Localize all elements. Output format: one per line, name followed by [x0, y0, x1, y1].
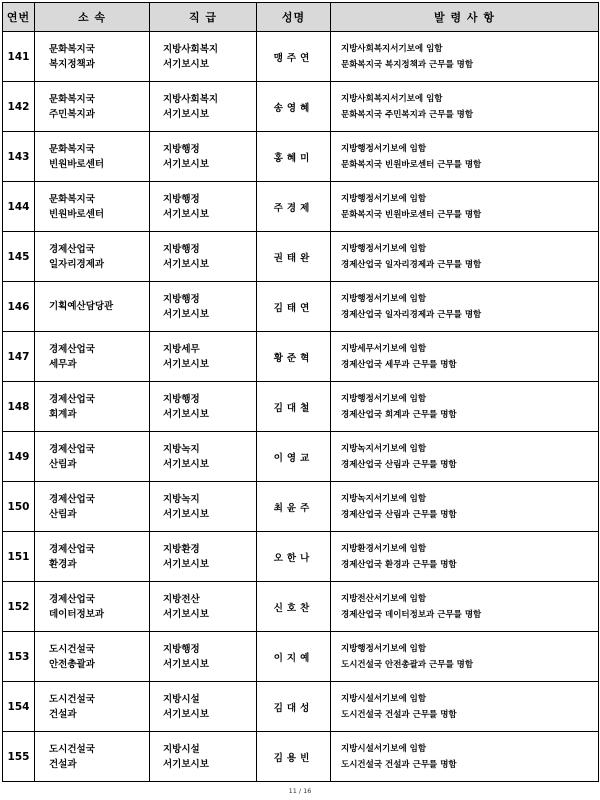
appointment-line: 지방행정서기보에 임함 — [341, 193, 427, 204]
rank-line: 서기보시보 — [163, 658, 209, 670]
header-rank: 직 급 — [150, 3, 257, 32]
department-line: 기획예산담당관 — [49, 301, 114, 312]
row-name — [257, 582, 331, 632]
row-rank — [150, 482, 257, 532]
row-name — [257, 382, 331, 432]
table-row — [3, 232, 599, 282]
rank-line: 서기보시보 — [163, 358, 209, 370]
row-name — [257, 132, 331, 182]
row-department — [35, 732, 150, 782]
table-row — [3, 32, 599, 82]
person-name: 맹주연 — [273, 52, 314, 64]
row-department — [35, 332, 150, 382]
appointment-line: 지방시설서기보에 임함 — [341, 693, 427, 704]
row-name — [257, 232, 331, 282]
row-appointment — [331, 232, 599, 282]
rank-line: 서기보시보 — [163, 558, 209, 570]
appointment-line: 지방녹지서기보에 임함 — [341, 443, 427, 454]
rank-line: 지방행정 — [163, 393, 200, 405]
department-line: 세무과 — [49, 358, 77, 370]
rank-line: 서기보시보 — [163, 208, 209, 220]
row-name — [257, 32, 331, 82]
row-number: 146 — [3, 282, 35, 332]
table-row — [3, 182, 599, 232]
row-name — [257, 182, 331, 232]
row-appointment — [331, 582, 599, 632]
row-number: 147 — [3, 332, 35, 382]
table-row — [3, 682, 599, 732]
row-name — [257, 482, 331, 532]
department-line: 건설과 — [49, 708, 77, 720]
row-number: 154 — [3, 682, 35, 732]
row-rank — [150, 82, 257, 132]
row-appointment — [331, 482, 599, 532]
person-name: 오한나 — [273, 552, 314, 564]
row-rank — [150, 232, 257, 282]
row-appointment — [331, 382, 599, 432]
department-line: 문화복지국 — [49, 193, 95, 205]
appointment-line: 경제산업국 산림과 근무를 명함 — [341, 459, 457, 470]
row-appointment — [331, 132, 599, 182]
appointment-line: 도시건설국 건설과 근무를 명함 — [341, 759, 457, 770]
row-rank — [150, 632, 257, 682]
appointment-line: 경제산업국 산림과 근무를 명함 — [341, 509, 457, 520]
table-row — [3, 432, 599, 482]
row-rank — [150, 682, 257, 732]
personnel-order-table — [2, 2, 599, 782]
department-line: 경제산업국 — [49, 393, 95, 405]
appointment-line: 지방사회복지서기보에 임함 — [341, 43, 443, 54]
row-rank — [150, 32, 257, 82]
rank-line: 서기보시보 — [163, 58, 209, 70]
table-row — [3, 632, 599, 682]
rank-line: 지방행정 — [163, 293, 200, 305]
department-line: 경제산업국 — [49, 593, 95, 605]
rank-line: 지방행정 — [163, 243, 200, 255]
department-line: 문화복지국 — [49, 143, 95, 155]
person-name: 김대철 — [273, 402, 314, 414]
header-name: 성명 — [257, 3, 331, 32]
department-line: 건설과 — [49, 758, 77, 770]
department-line: 일자리경제과 — [49, 258, 105, 270]
appointment-line: 지방행정서기보에 임함 — [341, 643, 427, 654]
rank-line: 지방녹지 — [163, 493, 200, 505]
rank-line: 지방행정 — [163, 143, 200, 155]
department-line: 도시건설국 — [49, 643, 95, 655]
department-line: 회계과 — [49, 408, 77, 420]
person-name: 주경제 — [273, 202, 314, 214]
table-row — [3, 382, 599, 432]
row-rank — [150, 432, 257, 482]
row-department — [35, 282, 150, 332]
rank-line: 지방녹지 — [163, 443, 200, 455]
row-number: 155 — [3, 732, 35, 782]
appointment-line: 경제산업국 환경과 근무를 명함 — [341, 559, 457, 570]
appointment-line: 지방환경서기보에 임함 — [341, 543, 427, 554]
department-line: 안전총괄과 — [49, 658, 95, 670]
department-line: 경제산업국 — [49, 543, 95, 555]
appointment-line: 지방녹지서기보에 임함 — [341, 493, 427, 504]
rank-line: 서기보시보 — [163, 458, 209, 470]
rank-line: 지방사회복지 — [163, 43, 219, 55]
rank-line: 지방전산 — [163, 593, 200, 605]
person-name: 김태연 — [273, 302, 314, 314]
appointment-line: 지방행정서기보에 임함 — [341, 293, 427, 304]
row-name — [257, 632, 331, 682]
appointment-line: 경제산업국 회계과 근무를 명함 — [341, 409, 457, 420]
row-department — [35, 482, 150, 532]
row-appointment — [331, 682, 599, 732]
row-department — [35, 582, 150, 632]
rank-line: 서기보시보 — [163, 158, 209, 170]
row-department — [35, 682, 150, 732]
rank-line: 지방세무 — [163, 343, 200, 355]
department-line: 경제산업국 — [49, 243, 95, 255]
appointment-line: 경제산업국 일자리경제과 근무를 명함 — [341, 259, 482, 270]
row-department — [35, 82, 150, 132]
row-number: 150 — [3, 482, 35, 532]
appointment-line: 지방세무서기보에 임함 — [341, 343, 427, 354]
rank-line: 지방환경 — [163, 543, 200, 555]
table-row — [3, 332, 599, 382]
person-name: 이영교 — [273, 452, 314, 464]
row-rank — [150, 332, 257, 382]
row-department — [35, 232, 150, 282]
rank-line: 지방시설 — [163, 743, 200, 755]
row-number: 144 — [3, 182, 35, 232]
appointment-line: 경제산업국 세무과 근무를 명함 — [341, 359, 457, 370]
appointment-line: 지방시설서기보에 임함 — [341, 743, 427, 754]
table-row — [3, 282, 599, 332]
person-name: 송영혜 — [273, 102, 314, 114]
row-rank — [150, 582, 257, 632]
person-name: 김대성 — [273, 702, 314, 714]
row-department — [35, 382, 150, 432]
department-line: 문화복지국 — [49, 43, 95, 55]
appointment-line: 도시건설국 안전총괄과 근무를 명함 — [341, 659, 474, 670]
row-department — [35, 32, 150, 82]
row-appointment — [331, 32, 599, 82]
row-appointment — [331, 332, 599, 382]
row-department — [35, 182, 150, 232]
table-body — [3, 32, 599, 782]
department-line: 경제산업국 — [49, 343, 95, 355]
rank-line: 서기보시보 — [163, 608, 209, 620]
row-number: 152 — [3, 582, 35, 632]
row-department — [35, 432, 150, 482]
table-row — [3, 482, 599, 532]
department-line: 도시건설국 — [49, 693, 95, 705]
department-line: 빈원바로센터 — [49, 208, 105, 220]
person-name: 김용빈 — [273, 752, 314, 764]
row-number: 141 — [3, 32, 35, 82]
row-number: 151 — [3, 532, 35, 582]
department-line: 복지정책과 — [49, 58, 95, 70]
department-line: 빈원바로센터 — [49, 158, 105, 170]
appointment-line: 도시건설국 건설과 근무를 명함 — [341, 709, 457, 720]
row-name — [257, 732, 331, 782]
department-line: 데이터정보과 — [49, 608, 105, 620]
page-number: 11 / 16 — [288, 787, 312, 795]
row-name — [257, 682, 331, 732]
department-line: 경제산업국 — [49, 443, 95, 455]
row-appointment — [331, 282, 599, 332]
appointment-line: 지방행정서기보에 임함 — [341, 143, 427, 154]
row-department — [35, 132, 150, 182]
row-number: 143 — [3, 132, 35, 182]
row-name — [257, 82, 331, 132]
person-name: 홍혜미 — [273, 152, 314, 164]
appointment-line: 지방행정서기보에 임함 — [341, 243, 427, 254]
row-department — [35, 632, 150, 682]
table-header-row — [3, 3, 599, 32]
table-row — [3, 532, 599, 582]
header-order: 발 령 사 항 — [331, 3, 599, 32]
department-line: 문화복지국 — [49, 93, 95, 105]
table-row — [3, 82, 599, 132]
appointment-line: 경제산업국 데이터정보과 근무를 명함 — [341, 609, 482, 620]
rank-line: 서기보시보 — [163, 258, 209, 270]
row-number: 149 — [3, 432, 35, 482]
table-row — [3, 732, 599, 782]
rank-line: 서기보시보 — [163, 308, 209, 320]
department-line: 산림과 — [49, 508, 77, 520]
row-appointment — [331, 632, 599, 682]
row-department — [35, 532, 150, 582]
department-line: 경제산업국 — [49, 493, 95, 505]
appointment-line: 문화복지국 빈원바로센터 근무를 명함 — [341, 159, 482, 170]
appointment-line: 지방행정서기보에 임함 — [341, 393, 427, 404]
person-name: 권태완 — [273, 252, 314, 264]
department-line: 산림과 — [49, 458, 77, 470]
row-rank — [150, 382, 257, 432]
appointment-line: 지방전산서기보에 임함 — [341, 593, 427, 604]
row-number: 142 — [3, 82, 35, 132]
header-num: 연번 — [3, 3, 35, 32]
row-appointment — [331, 732, 599, 782]
rank-line: 지방행정 — [163, 193, 200, 205]
row-number: 145 — [3, 232, 35, 282]
table-row — [3, 582, 599, 632]
row-name — [257, 532, 331, 582]
row-number: 148 — [3, 382, 35, 432]
person-name: 신호찬 — [273, 602, 314, 614]
department-line: 환경과 — [49, 558, 77, 570]
rank-line: 서기보시보 — [163, 508, 209, 520]
row-rank — [150, 732, 257, 782]
row-appointment — [331, 432, 599, 482]
row-rank — [150, 282, 257, 332]
rank-line: 지방행정 — [163, 643, 200, 655]
appointment-line: 문화복지국 주민복지과 근무를 명함 — [341, 109, 474, 120]
rank-line: 서기보시보 — [163, 758, 209, 770]
rank-line: 지방시설 — [163, 693, 200, 705]
rank-line: 지방사회복지 — [163, 93, 219, 105]
table-row — [3, 132, 599, 182]
person-name: 이지예 — [273, 652, 314, 664]
person-name: 최윤주 — [273, 502, 314, 514]
row-name — [257, 432, 331, 482]
row-appointment — [331, 532, 599, 582]
row-number: 153 — [3, 632, 35, 682]
appointment-line: 문화복지국 빈원바로센터 근무를 명함 — [341, 209, 482, 220]
row-name — [257, 332, 331, 382]
row-appointment — [331, 182, 599, 232]
rank-line: 서기보시보 — [163, 708, 209, 720]
row-rank — [150, 182, 257, 232]
rank-line: 서기보시보 — [163, 108, 209, 120]
row-rank — [150, 132, 257, 182]
rank-line: 서기보시보 — [163, 408, 209, 420]
appointment-line: 경제산업국 일자리경제과 근무를 명함 — [341, 309, 482, 320]
row-name — [257, 282, 331, 332]
person-name: 황준혁 — [273, 352, 314, 364]
appointment-line: 문화복지국 복지정책과 근무를 명함 — [341, 59, 474, 70]
department-line: 도시건설국 — [49, 743, 95, 755]
header-dept: 소 속 — [35, 3, 150, 32]
row-rank — [150, 532, 257, 582]
department-line: 주민복지과 — [49, 108, 95, 120]
row-appointment — [331, 82, 599, 132]
appointment-line: 지방사회복지서기보에 임함 — [341, 93, 443, 104]
